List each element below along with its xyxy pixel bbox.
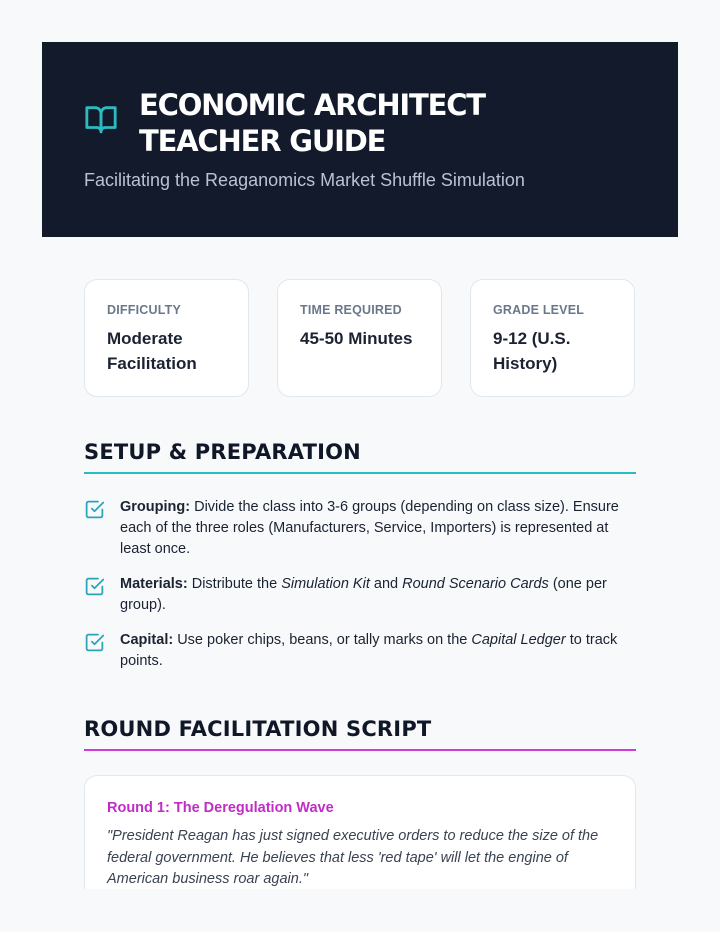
stat-card-grade [470, 279, 635, 397]
stat-value: 9-12 (U.S. History) [493, 329, 571, 373]
stat-value: Moderate Facilitation [107, 329, 197, 373]
item-text: and [369, 576, 403, 592]
item-emphasis: Capital Ledger [471, 632, 566, 648]
title-line-2: TEACHER GUIDE [139, 124, 386, 158]
round-quote: "President Reagan has just signed executive orders to reduce the size of the federal government. He believes that less 'red tape' will let the engine of American business roar again." [107, 828, 599, 887]
page-bottom-cutoff [0, 889, 720, 932]
book-open-icon [84, 102, 118, 136]
item-label: Materials: [120, 576, 188, 592]
stat-value: 45-50 Minutes [300, 329, 413, 348]
page-subtitle: Facilitating the Reaganomics Market Shuffle Simulation [84, 170, 525, 190]
stat-label: TIME REQUIRED [300, 303, 402, 317]
item-text: Distribute the [187, 576, 282, 592]
stat-card-difficulty [84, 279, 249, 397]
script-section-title: ROUND FACILITATION SCRIPT [84, 717, 636, 751]
checkbox-checked-icon [84, 576, 105, 597]
round-title: Round 1: The Deregulation Wave [107, 800, 334, 816]
item-text: Divide the class into 3-6 groups (depending on class size). Ensure each of the three roles (Manufacturers, Service, Importers) is represented at least once. [120, 499, 619, 557]
list-item [84, 574, 636, 616]
item-text: Use poker chips, beans, or tally marks on the [173, 632, 472, 648]
item-emphasis: Round Scenario Cards [402, 576, 549, 592]
checkbox-checked-icon [84, 632, 105, 653]
checkbox-checked-icon [84, 499, 105, 520]
item-emphasis: Simulation Kit [281, 576, 370, 592]
item-label: Capital: [120, 632, 174, 648]
stat-card-time [277, 279, 442, 397]
setup-section-title: SETUP & PREPARATION [84, 440, 636, 474]
item-text: (one per group). [120, 576, 607, 613]
stat-label: GRADE LEVEL [493, 303, 585, 317]
list-item [84, 497, 636, 560]
stat-label: DIFFICULTY [107, 303, 181, 317]
guide-header [42, 42, 678, 237]
item-text: to track points. [120, 632, 618, 669]
list-item [84, 630, 636, 672]
stats-row [84, 279, 636, 397]
setup-list [84, 497, 636, 686]
page-title [139, 87, 609, 159]
item-label: Grouping: [120, 499, 191, 515]
title-line-1: ECONOMIC ARCHITECT [139, 88, 485, 122]
